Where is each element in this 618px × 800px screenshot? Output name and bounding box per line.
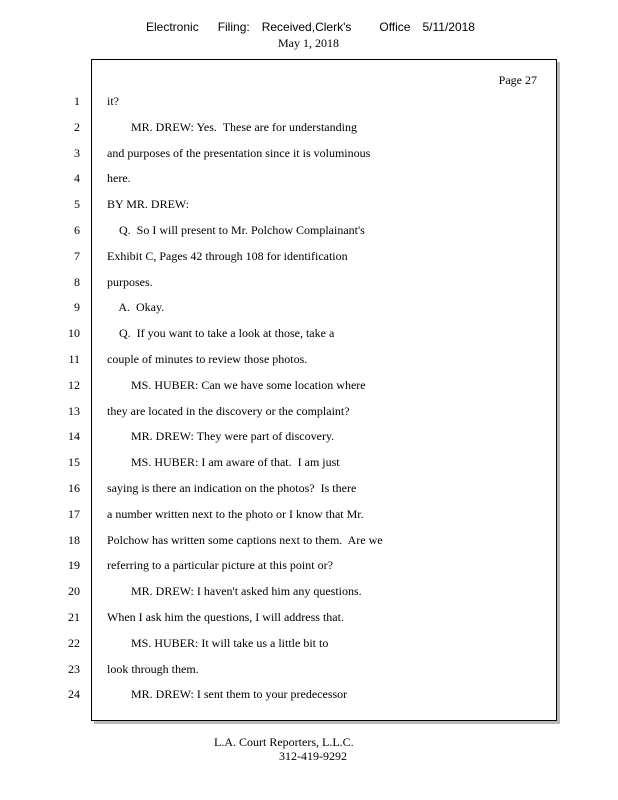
line-number: 14 (68, 429, 80, 444)
line-number: 16 (68, 480, 80, 495)
line-number: 6 (74, 222, 80, 237)
line-number: 13 (68, 403, 80, 418)
transcript-line: saying is there an indication on the photos? Is there (107, 480, 357, 495)
filing-stamp (146, 20, 475, 34)
line-number: 8 (74, 274, 80, 289)
line-number: 15 (68, 455, 80, 470)
line-number: 5 (74, 197, 80, 212)
transcript-line: purposes. (107, 274, 153, 289)
line-number: 18 (68, 532, 80, 547)
filing-stamp-date: 5/11/2018 (422, 20, 475, 34)
line-number: 4 (74, 171, 80, 186)
line-number: 19 (68, 558, 80, 573)
line-number: 24 (68, 687, 80, 702)
transcript-line: Exhibit C, Pages 42 through 108 for identification (107, 248, 348, 263)
transcript-line: Polchow has written some captions next to them. Are we (107, 532, 383, 547)
line-number: 7 (74, 248, 80, 263)
line-number-column (58, 92, 80, 711)
filing-stamp-word: Electronic (146, 20, 199, 34)
transcript-line: MR. DREW: I haven't asked him any questions. (107, 584, 362, 599)
transcript-line: couple of minutes to review those photos. (107, 351, 308, 366)
transcript-line: MR. DREW: They were part of discovery. (107, 429, 335, 444)
filing-stamp-word: Filing: (217, 20, 250, 34)
transcript-line: a number written next to the photo or I know that Mr. (107, 506, 364, 521)
transcript-line: MS. HUBER: It will take us a little bit to (107, 635, 329, 650)
transcript-line: Q. If you want to take a look at those, take a (107, 326, 335, 341)
line-number: 12 (68, 377, 80, 392)
filing-stamp-word: Received,Clerk's (261, 20, 352, 34)
transcript-line: Q. So I will present to Mr. Polchow Complainant's (107, 222, 365, 237)
line-number: 9 (74, 300, 80, 315)
line-number: 3 (74, 145, 80, 160)
filing-date: May 1, 2018 (278, 36, 339, 50)
court-reporter-name: L.A. Court Reporters, L.L.C. (214, 735, 354, 749)
line-number: 21 (68, 609, 80, 624)
transcript-line: When I ask him the questions, I will address that. (107, 609, 344, 624)
filing-stamp-word: Office (379, 20, 411, 34)
transcript-line: here. (107, 171, 131, 186)
line-number: 20 (68, 584, 80, 599)
line-number: 2 (74, 119, 80, 134)
line-number: 10 (68, 326, 80, 341)
transcript-body (107, 92, 547, 711)
transcript-line: it? (107, 94, 119, 108)
page-number: Page 27 (498, 73, 537, 87)
court-reporter-phone: 312-419-9292 (279, 749, 347, 763)
line-number: 23 (68, 661, 80, 676)
transcript-line: BY MR. DREW: (107, 197, 190, 212)
transcript-line: MR. DREW: I sent them to your predecessor (107, 687, 348, 702)
line-number: 1 (74, 94, 80, 108)
transcript-line: look through them. (107, 661, 199, 676)
line-number: 11 (68, 351, 80, 366)
transcript-line: MS. HUBER: I am aware of that. I am just (107, 455, 340, 470)
line-number: 17 (68, 506, 80, 521)
transcript-line: A. Okay. (107, 300, 165, 315)
transcript-line: MS. HUBER: Can we have some location where (107, 377, 366, 392)
line-number: 22 (68, 635, 80, 650)
transcript-line: and purposes of the presentation since it is voluminous (107, 145, 371, 160)
transcript-line: referring to a particular picture at this point or? (107, 558, 333, 573)
transcript-line: they are located in the discovery or the complaint? (107, 403, 350, 418)
transcript-line: MR. DREW: Yes. These are for understanding (107, 119, 357, 134)
